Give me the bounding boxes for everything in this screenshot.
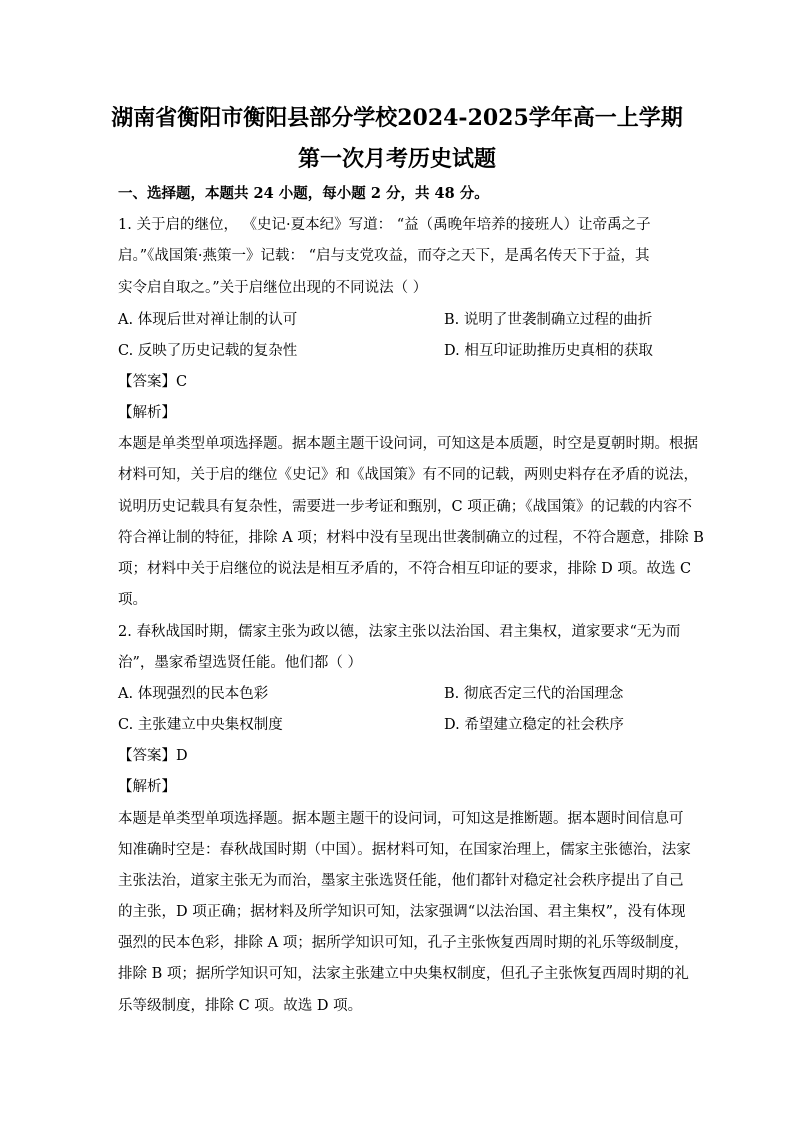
question-2-analysis-label: 【解析】	[118, 779, 176, 795]
question-2-option-b: B. 彻底否定三代的治国理念	[444, 686, 624, 702]
question-1-analysis-line: 符合禅让制的特征，排除 A 项；材料中没有呈现出世袭制确立的过程，不符合题意，排除 B	[118, 530, 704, 546]
question-2-analysis-line: 强烈的民本色彩，排除 A 项；据所学知识可知，孔子主张恢复西周时期的礼乐等级制度，	[118, 935, 689, 951]
question-2-analysis-line: 本题是单类型单项选择题。据本题主题干的设问词，可知这是推断题。据本题时间信息可	[118, 811, 684, 827]
question-1-stem-line: 实令启自取之。”关于启继位出现的不同说法（ ）	[118, 280, 428, 296]
question-2-analysis-line: 的主张，D 项正确；据材料及所学知识可知，法家强调“以法治国、君主集权”，没有体现	[118, 904, 686, 920]
question-2-option-d: D. 希望建立稳定的社会秩序	[444, 717, 624, 733]
question-2-answer: 【答案】D	[118, 748, 188, 764]
question-1-stem-line: 1. 关于启的继位， 《史记·夏本纪》写道： “益（禹晚年培养的接班人）让帝禹之子	[118, 217, 651, 233]
document-title-line-2: 第一次月考历史试题	[297, 146, 496, 172]
question-2-analysis-line: 知准确时空是：春秋战国时期（中国）。据材料可知，在国家治理上，儒家主张德治，法家	[118, 842, 691, 858]
question-2-option-c: C. 主张建立中央集权制度	[118, 717, 283, 733]
question-1-analysis-line: 本题是单类型单项选择题。据本题主题干设问词，可知这是本质题，时空是夏朝时期。根据	[118, 436, 698, 452]
question-2-option-a: A. 体现强烈的民本色彩	[118, 686, 269, 702]
question-2-analysis-line: 主张法治，道家主张无为而治，墨家主张选贤任能，他们都针对稳定社会秩序提出了自己	[118, 873, 684, 889]
question-1-option-c: C. 反映了历史记载的复杂性	[118, 343, 298, 359]
question-1-answer: 【答案】C	[118, 374, 188, 390]
question-1-analysis-line: 项。	[118, 592, 147, 608]
question-2-analysis-line: 乐等级制度，排除 C 项。故选 D 项。	[118, 998, 363, 1014]
question-1-stem-line: 启。”《战国策·燕策一》记载： “启与支党攻益，而夺之天下，是禹名传天下于益，其	[118, 248, 650, 264]
document-title-line-1: 湖南省衡阳市衡阳县部分学校2024-2025学年高一上学期	[111, 105, 683, 131]
question-1-analysis-line: 项；材料中关于启继位的说法是相互矛盾的，不符合相互印证的要求，排除 D 项。故选 C	[118, 561, 692, 577]
question-2-stem-line: 2. 春秋战国时期，儒家主张为政以德，法家主张以法治国、君主集权，道家要求“无为而	[118, 624, 681, 640]
question-2-analysis-line: 排除 B 项；据所学知识可知，法家主张建立中央集权制度，但孔子主张恢复西周时期的礼	[118, 966, 689, 982]
question-2-stem-line: 治”，墨家希望选贤任能。他们都（ ）	[118, 655, 363, 671]
question-1-analysis-label: 【解析】	[118, 405, 176, 421]
question-1-option-a: A. 体现后世对禅让制的认可	[118, 312, 298, 328]
question-1-option-b: B. 说明了世袭制确立过程的曲折	[444, 312, 653, 328]
section-heading: 一、选择题，本题共 24 小题，每小题 2 分，共 48 分。	[118, 185, 489, 202]
question-1-analysis-line: 说明历史记载具有复杂性，需要进一步考证和甄别，C 项正确；《战国策》的记载的内容不	[118, 499, 692, 515]
question-1-option-d: D. 相互印证助推历史真相的获取	[444, 343, 653, 359]
question-1-analysis-line: 材料可知，关于启的继位《史记》和《战国策》有不同的记载，两则史料存在矛盾的说法，	[118, 467, 698, 483]
